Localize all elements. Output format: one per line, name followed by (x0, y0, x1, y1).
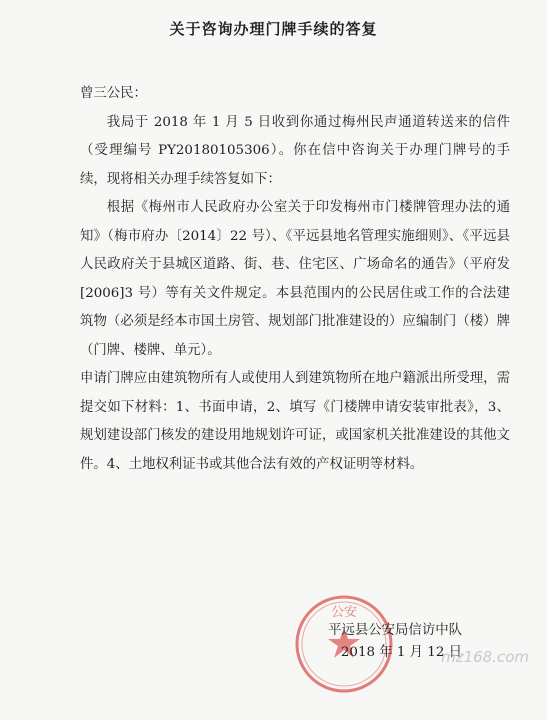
salutation: 曾三公民： (80, 86, 147, 101)
paragraph-2: 根据《梅州市人民政府办公室关于印发梅州市门楼牌管理办法的通知》（梅市府办〔2014〕22 号）、《平远县地名管理实施细则》、《平远县人民政府关于县城区道路、街、巷、住宅区、广场命名的通告》（平府发[2006]3 号）等有关文件规定。本县范围内的公民居住或工作的合法建筑物（必须是经本市国土房管、规划部门批准建设的）应编制门（楼）牌（门牌、楼牌、单元）。 (80, 200, 510, 358)
paragraph-1: 我局于 2018 年 1 月 5 日收到你通过梅州民声通道转送来的信件（受理编号 PY20180105306）。你在信中咨询关于办理门牌号的手续，现将相关办理手续答复如下： (80, 114, 510, 187)
document-body (80, 80, 510, 479)
watermark: mz168.com (441, 648, 529, 666)
seal-text: 公安 (330, 605, 358, 620)
signature-date: 2018 年 1 月 12 日 (340, 645, 462, 660)
document-title: 关于咨询办理门牌手续的答复 (169, 20, 378, 38)
paragraph-3: 申请门牌应由建筑物所有人或使用人到建筑物所在地户籍派出所受理，需提交如下材料：1、书面申请，2、填写《门楼牌申请安装审批表》，3、规划建设部门核发的建设用地规划许可证，或国家机关批准建设的其他文件。4、土地权利证书或其他合法有效的产权证明等材料。 (80, 371, 510, 472)
signature-org: 平远县公安局信访中队 (328, 623, 462, 638)
